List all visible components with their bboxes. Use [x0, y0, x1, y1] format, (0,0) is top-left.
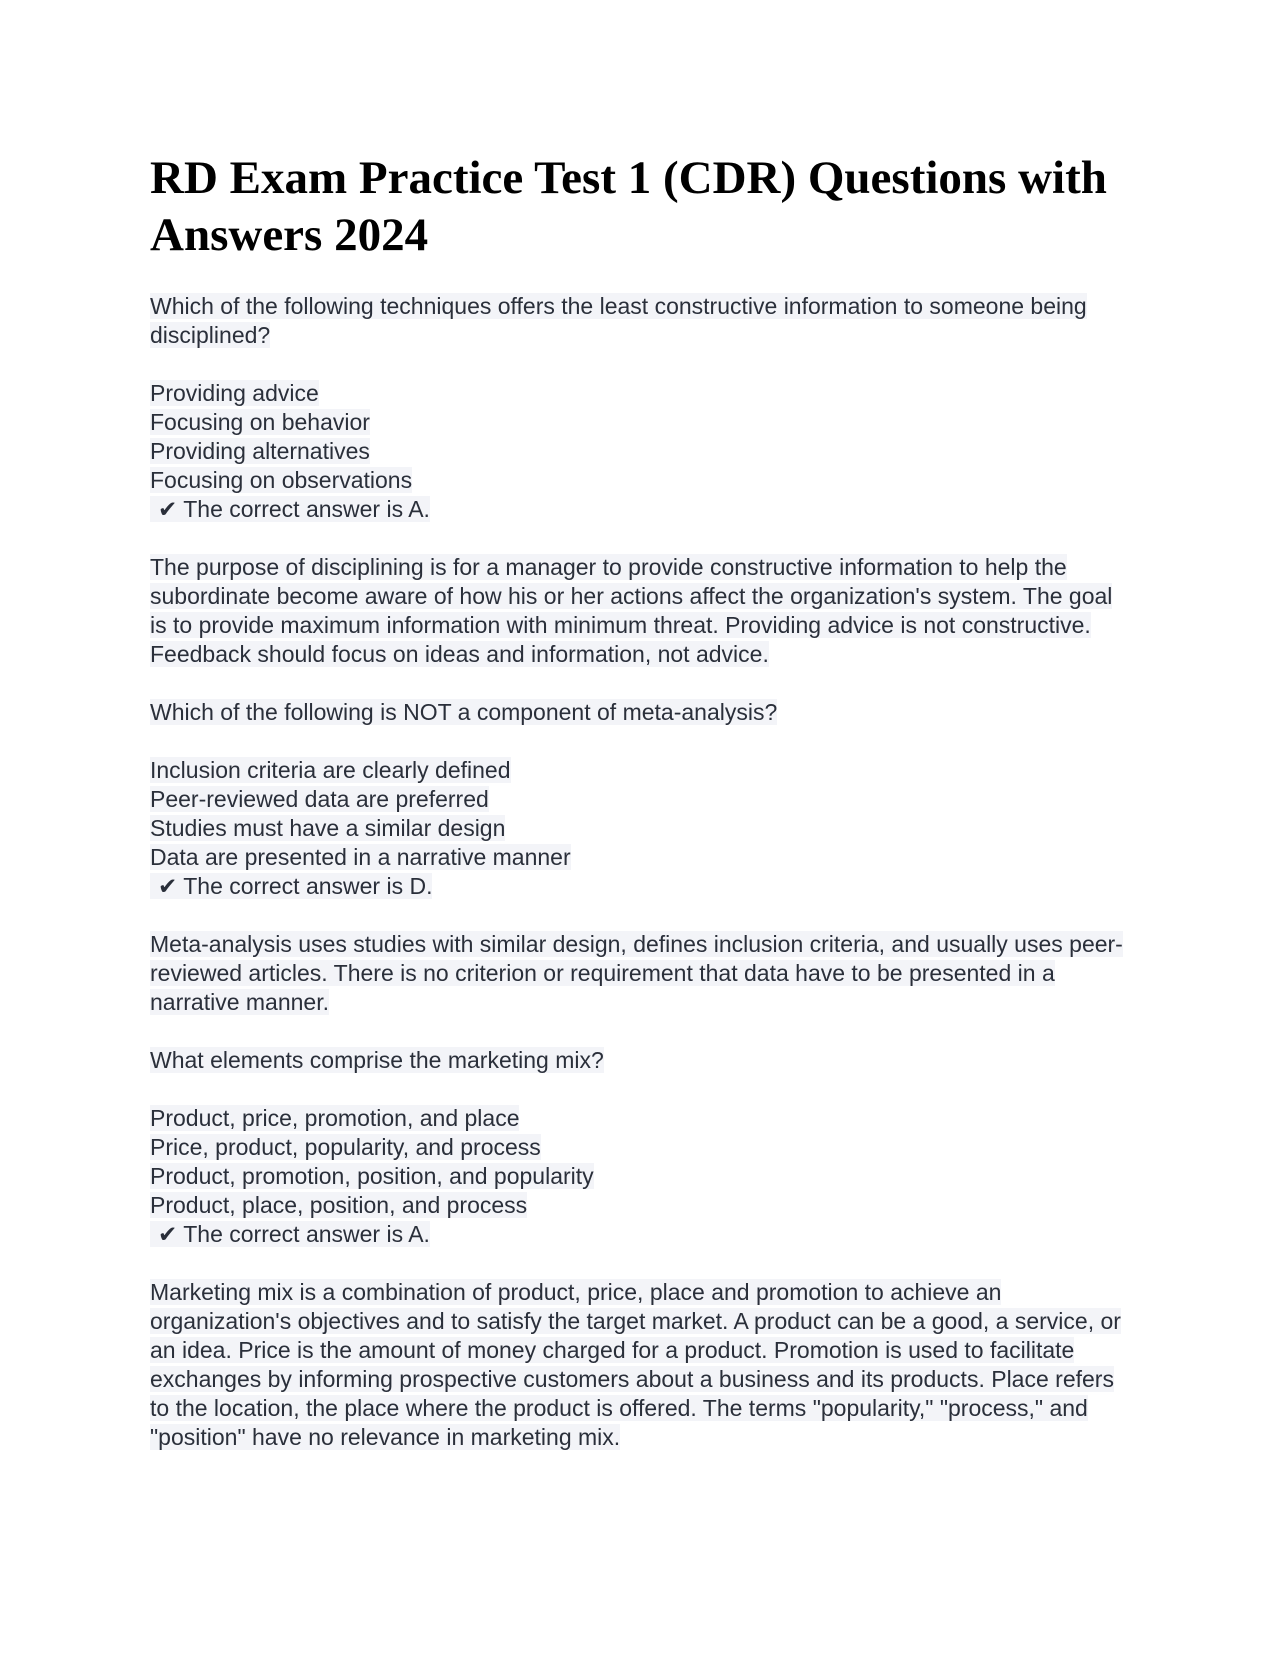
- option-item: Studies must have a similar design: [150, 815, 506, 841]
- correct-answer: ✔ The correct answer is A.: [150, 495, 1130, 524]
- option-item: Providing alternatives: [150, 438, 370, 464]
- options-list: [150, 1104, 1130, 1249]
- option-item: Price, product, popularity, and process: [150, 1134, 541, 1160]
- options-list: [150, 756, 1130, 901]
- option-item: Data are presented in a narrative manner: [150, 844, 571, 870]
- option-item: Product, place, position, and process: [150, 1192, 528, 1218]
- option-item: Focusing on observations: [150, 467, 413, 493]
- explanation-text: The purpose of disciplining is for a manager to provide constructive information to help the subordinate become aware of how his or her actions affect the organization's system. The goal is to provide maximum information with minimum threat. Providing advice is not constructive. Feedback should focus on ideas and information, not advice.: [150, 554, 1113, 667]
- question-text: Which of the following techniques offers the least constructive information to someone being disciplined?: [150, 293, 1087, 348]
- question-text: What elements comprise the marketing mix?: [150, 1047, 604, 1073]
- option-item: Focusing on behavior: [150, 409, 370, 435]
- explanation-text: Marketing mix is a combination of product, price, place and promotion to achieve an organization's objectives and to satisfy the target market. A product can be a good, a service, or an idea. Price is the amount of money charged for a product. Promotion is used to facilitate exchanges by informing prospective customers about a business and its products. Place refers to the location, the place where the product is offered. The terms "popularity," "process," and "position" have no relevance in marketing mix.: [150, 1279, 1121, 1450]
- option-item: Inclusion criteria are clearly defined: [150, 757, 511, 783]
- option-item: Peer-reviewed data are preferred: [150, 786, 489, 812]
- options-list: [150, 379, 1130, 524]
- option-item: Providing advice: [150, 380, 319, 406]
- explanation-text: Meta-analysis uses studies with similar design, defines inclusion criteria, and usually uses peer-reviewed articles. There is no criterion or requirement that data have to be presented in a narrative manner.: [150, 931, 1123, 1015]
- option-item: Product, promotion, position, and popularity: [150, 1163, 594, 1189]
- option-item: Product, price, promotion, and place: [150, 1105, 520, 1131]
- correct-answer: ✔ The correct answer is D.: [150, 872, 1130, 901]
- document-page: [150, 150, 1130, 1481]
- question-text: Which of the following is NOT a component of meta-analysis?: [150, 699, 778, 725]
- page-title: RD Exam Practice Test 1 (CDR) Questions with Answers 2024: [150, 152, 1107, 261]
- correct-answer: ✔ The correct answer is A.: [150, 1220, 1130, 1249]
